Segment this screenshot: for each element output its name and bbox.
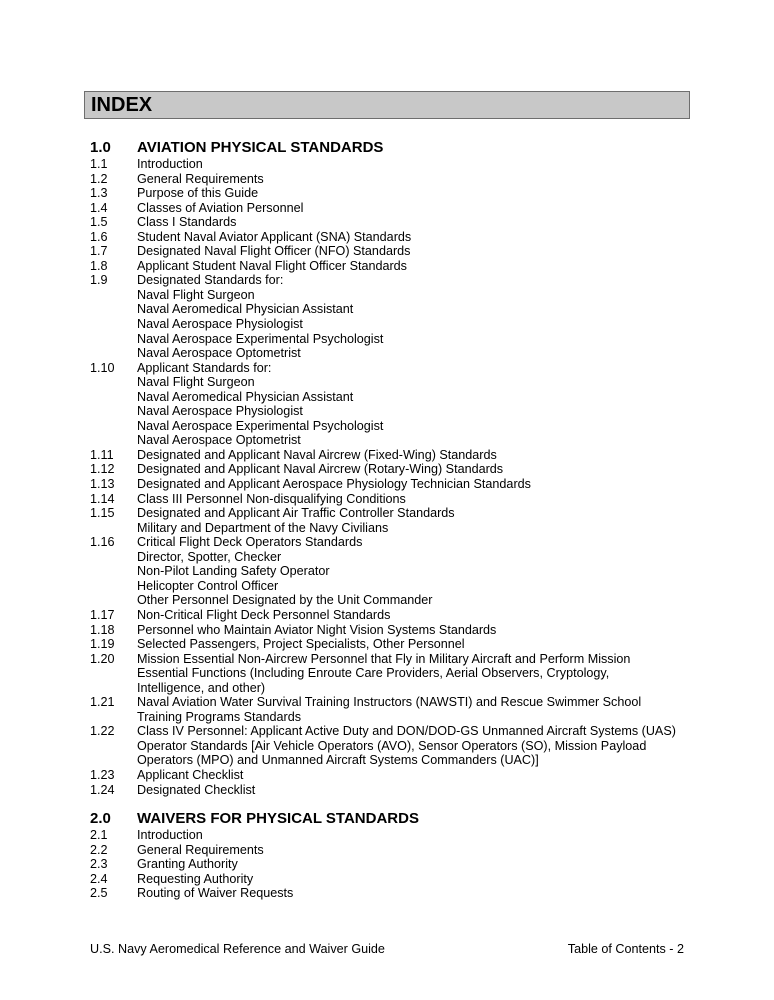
toc-entry-title: General Requirements xyxy=(137,842,264,857)
toc-entry[interactable] xyxy=(90,857,690,872)
toc-entry-number: 1.24 xyxy=(90,782,115,797)
toc-entry-number: 1.14 xyxy=(90,491,115,506)
section-heading xyxy=(90,809,690,828)
footer-document-title: U.S. Navy Aeromedical Reference and Waiver Guide xyxy=(90,942,385,956)
toc-entry-number: 1.13 xyxy=(90,477,115,492)
toc-entry-title: Designated Checklist xyxy=(137,782,256,797)
toc-entry-title: Personnel who Maintain Aviator Night Vision Systems Standards xyxy=(137,622,497,637)
toc-entry-number: 1.3 xyxy=(90,186,108,201)
toc-entry[interactable] xyxy=(90,361,690,448)
section-number: 1.0 xyxy=(90,139,111,156)
toc-entry[interactable] xyxy=(90,724,690,768)
toc-entry-title: Designated Standards for: Naval Flight Surgeon Naval Aeromedical Physician Assistant Naval Aerospace Physiologist Naval Aerospace Experimental Psychologist Naval Aerospace Optometrist xyxy=(137,273,384,361)
toc-entry-number: 2.1 xyxy=(90,828,108,843)
toc-entry[interactable] xyxy=(90,492,690,507)
section-number: 2.0 xyxy=(90,810,111,828)
toc-entry[interactable] xyxy=(90,886,690,901)
toc-entry-number: 1.17 xyxy=(90,607,115,622)
index-title: INDEX xyxy=(91,94,153,116)
toc-entry[interactable] xyxy=(90,768,690,783)
toc-entry-number: 1.16 xyxy=(90,535,115,550)
toc-entry[interactable] xyxy=(90,157,690,172)
toc-entry-title: Class I Standards xyxy=(137,215,237,230)
toc-entry-number: 1.4 xyxy=(90,200,108,215)
toc-entry[interactable] xyxy=(90,828,690,843)
section-title: WAIVERS FOR PHYSICAL STANDARDS xyxy=(137,810,419,828)
toc-entry[interactable] xyxy=(90,259,690,274)
toc-entry-number: 1.10 xyxy=(90,360,115,375)
toc-entry-number: 1.6 xyxy=(90,229,108,244)
toc-entry[interactable] xyxy=(90,244,690,259)
toc-entry-title: Classes of Aviation Personnel xyxy=(137,200,304,215)
toc-entry-number: 2.3 xyxy=(90,857,108,872)
toc-entry-number: 2.5 xyxy=(90,886,108,901)
toc-entry-title: Granting Authority xyxy=(137,857,238,872)
toc-entry[interactable] xyxy=(90,172,690,187)
toc-entry[interactable] xyxy=(90,843,690,858)
toc-entry[interactable] xyxy=(90,637,690,652)
toc-entry[interactable] xyxy=(90,695,690,724)
toc-entry[interactable] xyxy=(90,652,690,696)
toc-entry-title: Applicant Checklist xyxy=(137,767,244,782)
toc-entry-number: 2.2 xyxy=(90,842,108,857)
toc-entry[interactable] xyxy=(90,783,690,798)
toc-entry-title: Designated and Applicant Naval Aircrew (Rotary-Wing) Standards xyxy=(137,462,504,477)
toc-entry-title: Naval Aviation Water Survival Training Instructors (NAWSTI) and Rescue Swimmer School Training Programs Standards xyxy=(137,695,642,724)
index-header-bar xyxy=(84,91,690,119)
toc-entry-number: 2.4 xyxy=(90,871,108,886)
toc-entry[interactable] xyxy=(90,623,690,638)
toc-entry[interactable] xyxy=(90,201,690,216)
toc-entry[interactable] xyxy=(90,462,690,477)
toc-entry-number: 1.12 xyxy=(90,462,115,477)
toc-entry[interactable] xyxy=(90,506,690,535)
toc-entry[interactable] xyxy=(90,273,690,360)
toc-entry-title: Requesting Authority xyxy=(137,871,254,886)
toc-entry-number: 1.22 xyxy=(90,724,115,739)
toc-entry-title: Mission Essential Non-Aircrew Personnel that Fly in Military Aircraft and Perform Mission Essential Functions (Including Enroute Care Providers, Aerial Observers, Cryptology, Intelligence, and other) xyxy=(137,651,631,695)
toc-entry[interactable] xyxy=(90,872,690,887)
toc-entry-number: 1.21 xyxy=(90,695,115,710)
toc-entry-title: Student Naval Aviator Applicant (SNA) Standards xyxy=(137,229,412,244)
toc-entry-title: Designated and Applicant Naval Aircrew (Fixed-Wing) Standards xyxy=(137,447,497,462)
toc-entry-number: 1.7 xyxy=(90,244,108,259)
toc-entry-title: Introduction xyxy=(137,157,203,171)
toc-entry-number: 1.20 xyxy=(90,651,115,666)
section-title: AVIATION PHYSICAL STANDARDS xyxy=(137,139,384,156)
toc-entry-title: Class IV Personnel: Applicant Active Duty and DON/DOD-GS Unmanned Aircraft Systems (UAS) Operator Standards [Air Vehicle Operators (AVO), Sensor Operators (SO), Mission Payload Operators (MPO) and Unmanned Aircraft Systems Commanders (UAC)] xyxy=(137,724,676,768)
toc-entry-number: 1.23 xyxy=(90,767,115,782)
toc-entry-title: Critical Flight Deck Operators Standards Director, Spotter, Checker Non-Pilot Landing Safety Operator Helicopter Control Officer Other Personnel Designated by the Unit Commander xyxy=(137,535,433,608)
toc-entry[interactable] xyxy=(90,215,690,230)
toc-entry-number: 1.1 xyxy=(90,157,108,171)
toc-entry-number: 1.19 xyxy=(90,637,115,652)
toc-entry-number: 1.11 xyxy=(90,447,114,462)
toc-entry-title: Designated Naval Flight Officer (NFO) Standards xyxy=(137,244,411,259)
toc-entry-number: 1.5 xyxy=(90,215,108,230)
toc-entry-title: Routing of Waiver Requests xyxy=(137,886,294,901)
toc-entry-title: Applicant Standards for: Naval Flight Surgeon Naval Aeromedical Physician Assistant Naval Aerospace Physiologist Naval Aerospace Experimental Psychologist Naval Aerospace Optometrist xyxy=(137,360,384,448)
toc-entry-title: Applicant Student Naval Flight Officer Standards xyxy=(137,258,407,273)
toc-entry-number: 1.9 xyxy=(90,273,108,288)
toc-entry-title: Designated and Applicant Air Traffic Controller Standards Military and Department of the Navy Civilians xyxy=(137,506,455,535)
toc-entry-number: 1.8 xyxy=(90,258,108,273)
section-heading xyxy=(90,138,690,157)
toc-entry[interactable] xyxy=(90,230,690,245)
toc-entry-title: Designated and Applicant Aerospace Physiology Technician Standards xyxy=(137,477,531,492)
toc-entry-title: Class III Personnel Non-disqualifying Conditions xyxy=(137,491,406,506)
toc-entry-title: Selected Passengers, Project Specialists, Other Personnel xyxy=(137,637,465,652)
toc-entry-title: Non-Critical Flight Deck Personnel Standards xyxy=(137,607,391,622)
toc-entry[interactable] xyxy=(90,448,690,463)
section-spacer xyxy=(90,797,690,809)
toc-entry-number: 1.2 xyxy=(90,171,108,186)
toc-entry-title: General Requirements xyxy=(137,171,264,186)
toc-entry[interactable] xyxy=(90,186,690,201)
toc-entry[interactable] xyxy=(90,608,690,623)
footer-page-number: Table of Contents - 2 xyxy=(567,942,684,956)
toc-entry-title: Purpose of this Guide xyxy=(137,186,259,201)
table-of-contents xyxy=(90,138,690,901)
toc-entry[interactable] xyxy=(90,535,690,608)
toc-entry-number: 1.15 xyxy=(90,506,115,521)
toc-entry-number: 1.18 xyxy=(90,622,115,637)
toc-entry[interactable] xyxy=(90,477,690,492)
toc-entry-title: Introduction xyxy=(137,828,203,843)
